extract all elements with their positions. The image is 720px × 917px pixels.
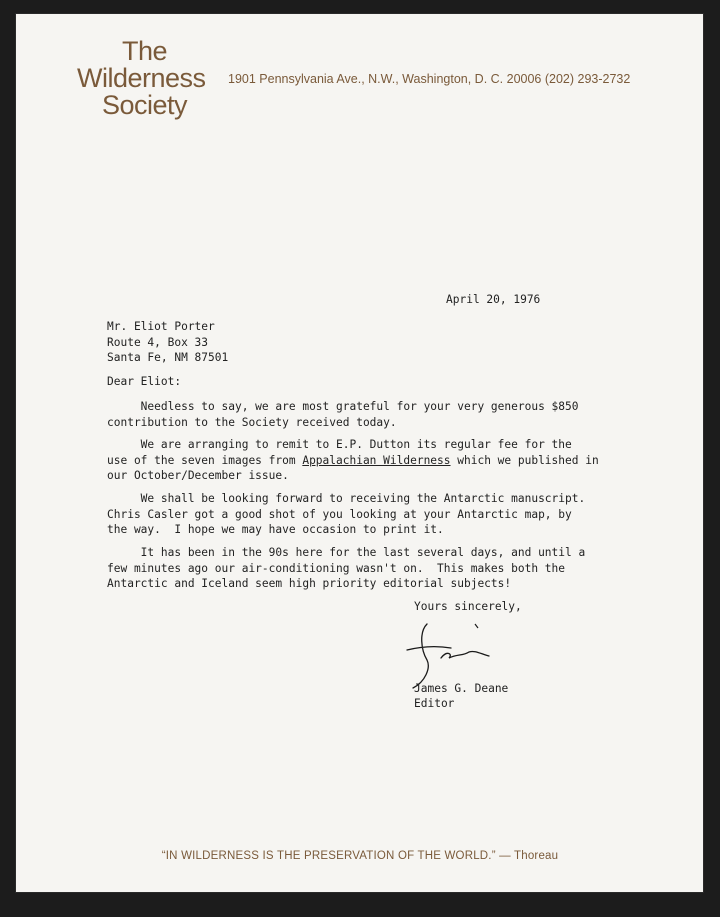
letter-date: April 20, 1976 <box>446 293 541 306</box>
paragraph-line: We shall be looking forward to receiving the Antarctic manuscript. <box>107 492 586 505</box>
signer-name: James G. Deane <box>414 682 509 695</box>
closing: Yours sincerely, <box>414 600 522 613</box>
paragraph-4 <box>107 545 585 592</box>
paragraph-line: Chris Casler got a good shot of you looking at your Antarctic map, by <box>107 507 572 521</box>
recipient-line: Route 4, Box 33 <box>107 335 209 349</box>
recipient-line: Mr. Eliot Porter <box>107 320 215 333</box>
recipient-line: Santa Fe, NM 87501 <box>107 351 229 364</box>
paragraph-text: use of the seven images from <box>107 453 303 467</box>
paragraph-line: Antarctic and Iceland seem high priority editorial subjects! <box>107 577 512 590</box>
paragraph-line: It has been in the 90s here for the last several days, and until a <box>107 546 586 559</box>
paragraph-line: We are arranging to remit to E.P. Dutton its regular fee for the <box>107 438 572 451</box>
organization-logo <box>77 38 217 119</box>
handwritten-signature <box>405 620 495 690</box>
logo-line-1: The <box>122 36 168 66</box>
salutation: Dear Eliot: <box>107 375 182 388</box>
paragraph-1 <box>107 399 578 430</box>
paragraph-line: the way. I hope we may have occasion to print it. <box>107 523 444 536</box>
letterhead-address: 1901 Pennsylvania Ave., N.W., Washington, D. C. 20006 (202) 293-2732 <box>228 72 631 86</box>
logo-line-2: Wilderness <box>77 63 206 93</box>
paragraph-line <box>107 453 599 469</box>
paragraph-line: our October/December issue. <box>107 469 289 482</box>
paragraph-line: few minutes ago our air-conditioning wasn't on. This makes both the <box>107 561 566 575</box>
signer-title: Editor <box>414 697 455 710</box>
paragraph-text: which we published in <box>450 453 599 467</box>
paragraph-line: contribution to the Society received today. <box>107 415 397 429</box>
paragraph-3 <box>107 491 585 538</box>
book-title: Appalachian Wilderness <box>302 453 451 467</box>
logo-line-3: Society <box>102 90 188 120</box>
paragraph-line: Needless to say, we are most grateful for your very generous $850 <box>107 400 579 413</box>
paragraph-2 <box>107 437 599 484</box>
footer-quote: “IN WILDERNESS IS THE PRESERVATION OF THE WORLD.” — Thoreau <box>161 850 559 862</box>
recipient-address <box>107 319 228 366</box>
